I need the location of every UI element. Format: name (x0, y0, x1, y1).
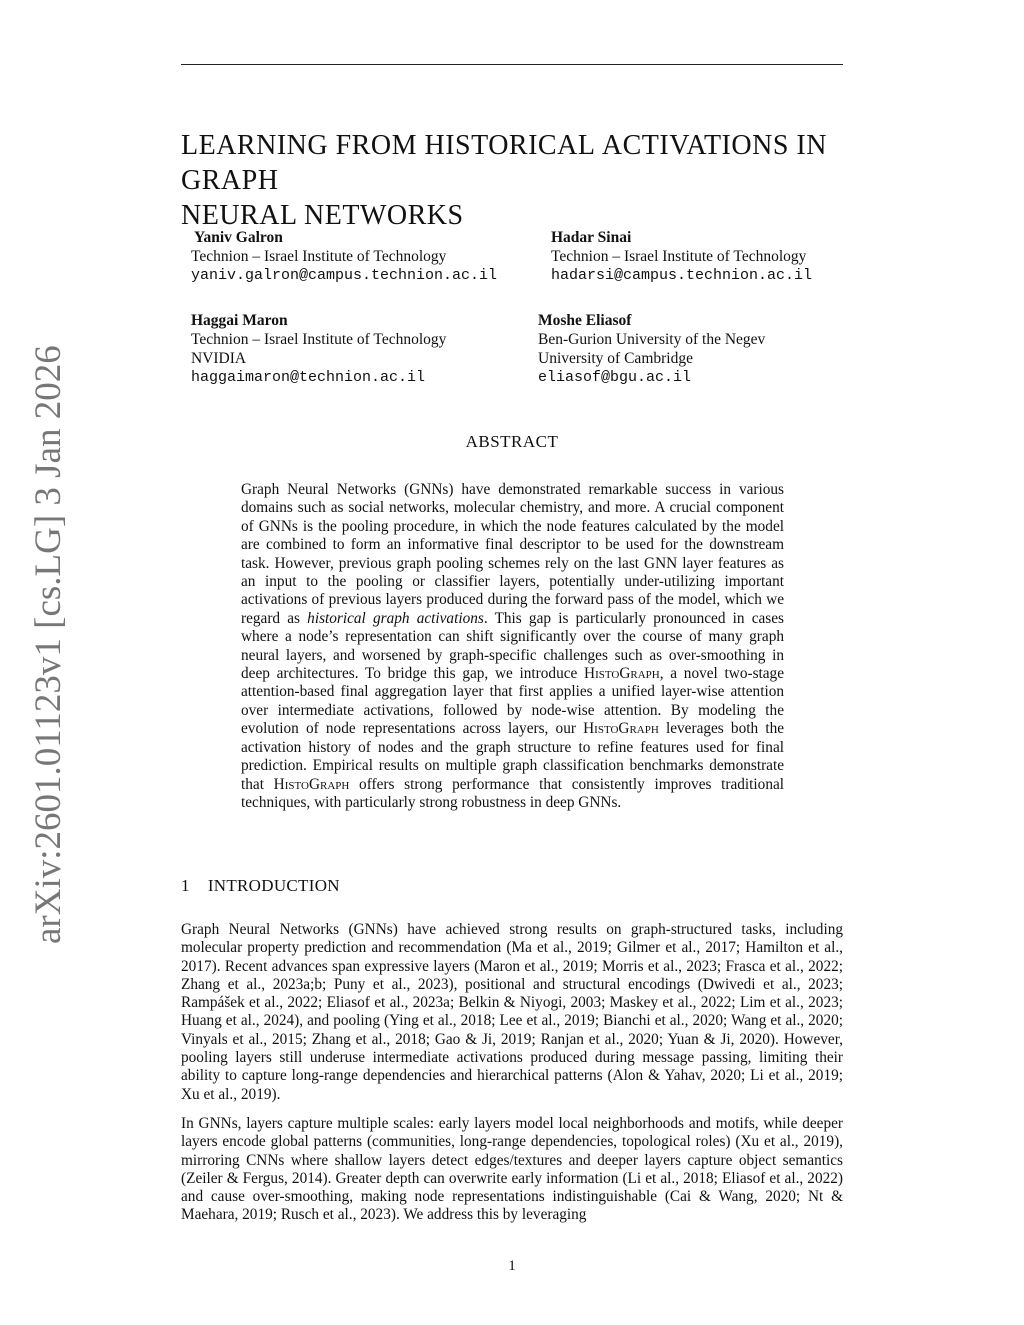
abstract-body: Graph Neural Networks (GNNs) have demonstrated remarkable success in various domains such as social networks, molecular chemistry, and more. A crucial component of GNNs is the pooling procedure, in which the node features calculated by the model are combined to form an informative final descriptor to be used for the downstream task. However, previous graph pooling schemes rely on the last GNN layer features as an input to the pooling or classifier layers, potentially under-utilizing important activations of previous layers produced during the forward pass of the model, which we regard as historical graph activations. This gap is particularly pronounced in cases where a node’s representation can shift significantly over the course of many graph neural layers, and worsened by graph-specific challenges such as over-smoothing in deep architectures. To bridge this gap, we introduce HistoGraph, a novel two-stage attention-based final aggregation layer that first applies a unified layer-wise attention over intermediate activations, followed by node-wise attention. By modeling the evolution of node representations across layers, our HistoGraph leverages both the activation history of nodes and the graph structure to refine features used for final prediction. Empirical results on multiple graph classification benchmarks demonstrate that HistoGraph offers strong performance that consistently improves traditional techniques, with particularly strong robustness in deep GNNs. (241, 481, 785, 811)
emphasis-text: historical graph activations (307, 609, 484, 627)
author-name: Yaniv Galron (194, 229, 283, 246)
arxiv-stamp: arXiv:2601.01123v1 [cs.LG] 3 Jan 2026 (28, 345, 69, 944)
author-email: haggaimaron@technion.ac.il (191, 369, 426, 386)
author-block-eliasof (538, 311, 765, 387)
abstract-heading: ABSTRACT (465, 432, 559, 451)
intro-paragraph-2: In GNNs, layers capture multiple scales: early layers model local neighborhoods and motifs, while deeper layers encode global patterns (communities, long-range dependencies, topological roles) (Xu et al., 2019), mirroring CNNs where shallow layers detect edges/textures and deeper layers capture object semantics (Zeiler & Fergus, 2014). Greater depth can overwrite early information (Li et al., 2018; Eliasof et al., 2022) and cause over-smoothing, making node representations indistinguishable (Cai & Wang, 2020; Nt & Maehara, 2019; Rusch et al., 2023). We address this by leveraging (181, 1115, 843, 1224)
author-email: eliasof@bgu.ac.il (538, 369, 692, 386)
section-number: 1 (181, 876, 190, 895)
method-name: HistoGraph (583, 720, 659, 738)
section-heading-introduction: 1 INTRODUCTION (181, 876, 340, 895)
author-affiliation-2: NVIDIA (191, 350, 247, 367)
page-number: 1 (508, 1258, 516, 1274)
author-name: Moshe Eliasof (538, 312, 632, 329)
paper-title: LEARNING FROM HISTORICAL ACTIVATIONS IN GRAPH NEURAL NETWORKS (181, 130, 827, 231)
method-name: HistoGraph (584, 665, 660, 683)
top-rule (181, 64, 843, 65)
author-email: hadarsi@campus.technion.ac.il (551, 267, 813, 284)
author-affiliation: Technion – Israel Institute of Technology (191, 331, 447, 348)
author-block-galron (194, 228, 283, 247)
intro-paragraph-1: Graph Neural Networks (GNNs) have achieved strong results on graph-structured tasks, including molecular property prediction and recommendation (Ma et al., 2019; Gilmer et al., 2017; Hamilton et al., 2017). Recent advances span expressive layers (Maron et al., 2019; Morris et al., 2023; Frasca et al., 2022; Zhang et al., 2023a;b; Puny et al., 2023), positional and structural encodings (Dwivedi et al., 2023; Rampášek et al., 2022; Eliasof et al., 2023a; Belkin & Niyogi, 2003; Maskey et al., 2022; Lim et al., 2023; Huang et al., 2024), and pooling (Ying et al., 2018; Lee et al., 2019; Bianchi et al., 2020; Wang et al., 2020; Vinyals et al., 2015; Zhang et al., 2018; Gao & Ji, 2019; Ranjan et al., 2020; Yuan & Ji, 2020). However, pooling layers still underuse intermediate activations produced during message passing, limiting their ability to capture long-range dependencies and hierarchical patterns (Alon & Yahav, 2020; Li et al., 2019; Xu et al., 2019). (181, 921, 843, 1103)
author-affiliation: Ben-Gurion University of the Negev (538, 331, 766, 348)
author-name: Hadar Sinai (551, 229, 632, 246)
author-affiliation: Technion – Israel Institute of Technology (191, 248, 447, 265)
author-email: yaniv.galron@campus.technion.ac.il (191, 267, 498, 284)
author-block-maron (191, 311, 446, 387)
author-details-galron (191, 247, 497, 285)
method-name: HistoGraph (273, 775, 350, 793)
author-affiliation-2: University of Cambridge (538, 350, 693, 367)
author-affiliation: Technion – Israel Institute of Technology (551, 248, 807, 265)
author-name: Haggai Maron (191, 312, 288, 329)
author-block-sinai (551, 228, 812, 285)
